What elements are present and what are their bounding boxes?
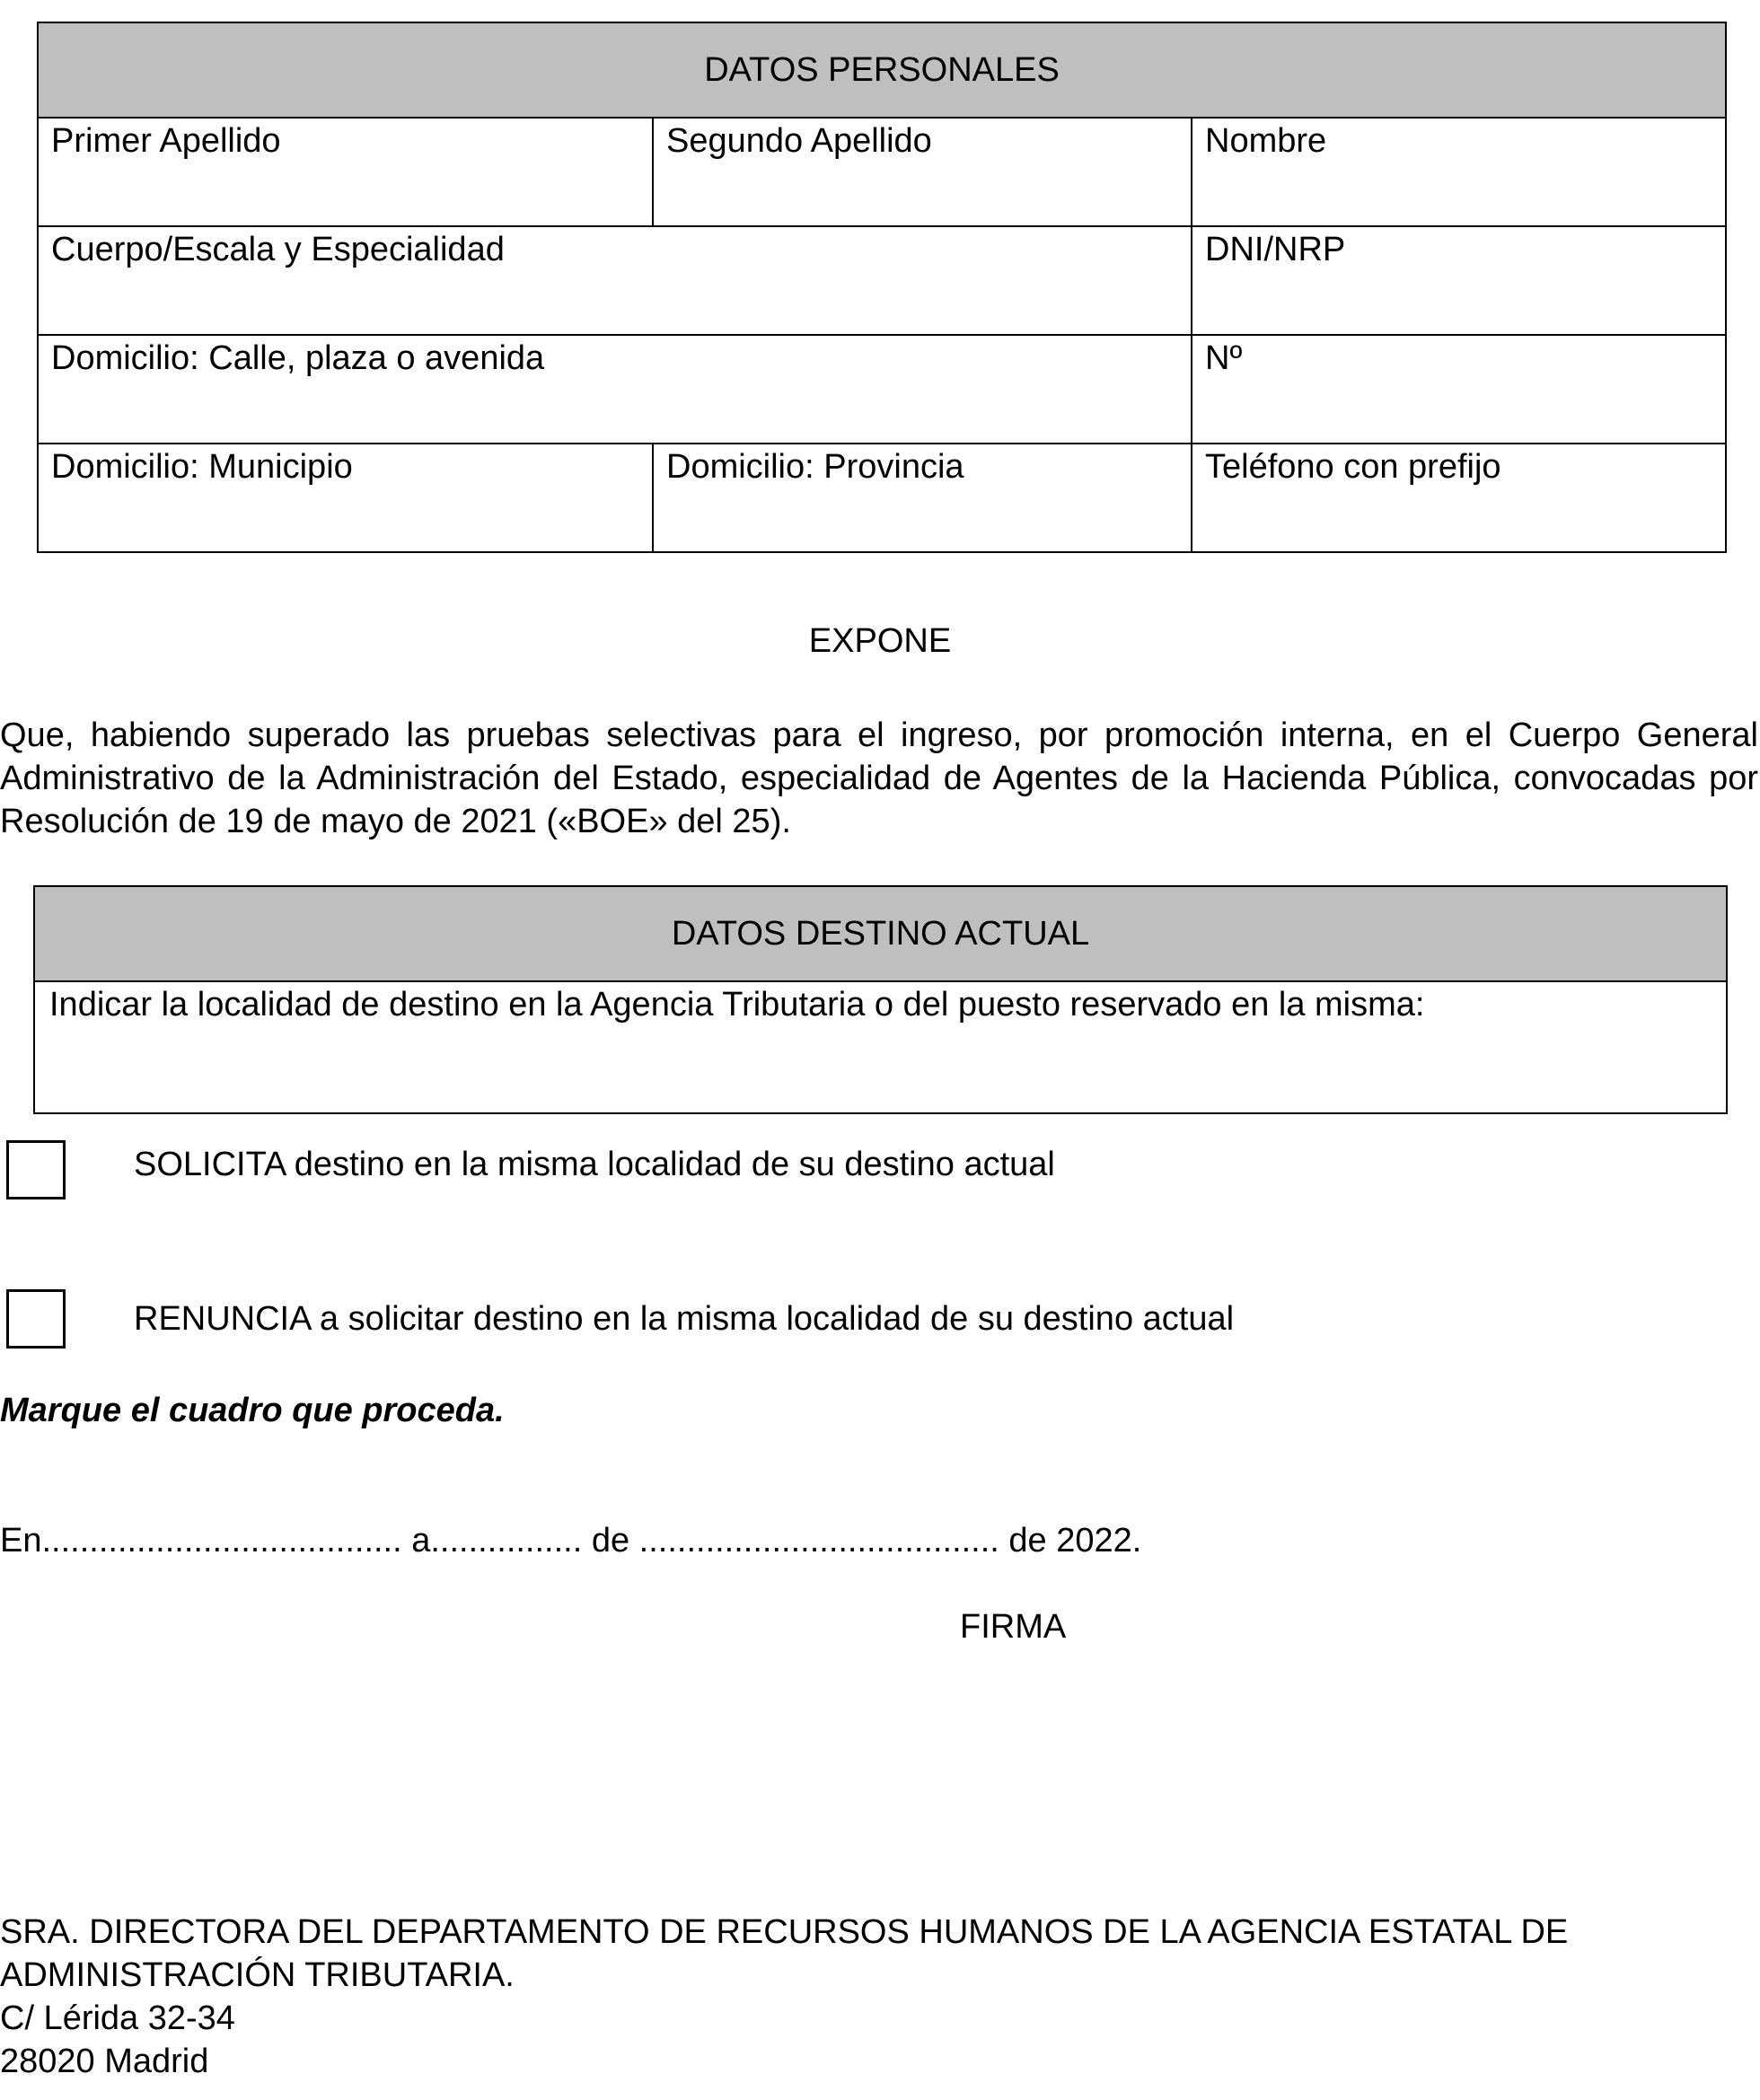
renuncia-checkbox[interactable] [6, 1289, 66, 1349]
date-place-line[interactable]: En...................................... a................ de ...................................... de 2022. [0, 1522, 1142, 1560]
address-line-2: ADMINISTRACIÓN TRIBUTARIA. [0, 1956, 515, 1994]
domicilio-calle-field[interactable]: Domicilio: Calle, plaza o avenida [38, 335, 1192, 444]
expone-paragraph: Que, habiendo superado las pruebas selectivas para el ingreso, por promoción interna, en el Cuerpo General Administrativo de la Administración del Estado, especialidad de Agentes de la Hacienda Pública, convocadas por Resolución de 19 de mayo de 2021 («BOE» del 25). [0, 716, 1758, 840]
cuerpo-escala-field[interactable]: Cuerpo/Escala y Especialidad [38, 226, 1192, 335]
address-line-4: 28020 Madrid [0, 2043, 209, 2080]
nombre-field[interactable]: Nombre [1192, 118, 1726, 226]
recipient-address [0, 1911, 1760, 2083]
provincia-field[interactable]: Domicilio: Provincia [653, 444, 1192, 552]
numero-field[interactable]: Nº [1192, 335, 1726, 444]
address-line-3: C/ Lérida 32-34 [0, 1999, 235, 2037]
personal-data-title: DATOS PERSONALES [38, 22, 1726, 118]
telefono-field[interactable]: Teléfono con prefijo [1192, 444, 1726, 552]
destino-title: DATOS DESTINO ACTUAL [34, 886, 1727, 981]
solicita-checkbox[interactable] [6, 1140, 66, 1199]
expone-heading: EXPONE [808, 622, 952, 660]
personal-data-table [37, 22, 1727, 553]
destino-table [33, 885, 1728, 1114]
instruction-note: Marque el cuadro que proceda. [0, 1392, 505, 1429]
destino-localidad-field[interactable]: Indicar la localidad de destino en la Agencia Tributaria o del puesto reservado en la misma: [34, 981, 1727, 1113]
dni-nrp-field[interactable]: DNI/NRP [1192, 226, 1726, 335]
municipio-field[interactable]: Domicilio: Municipio [38, 444, 653, 552]
renuncia-label: RENUNCIA a solicitar destino en la misma localidad de su destino actual [134, 1300, 1235, 1338]
segundo-apellido-field[interactable]: Segundo Apellido [653, 118, 1192, 226]
solicita-label: SOLICITA destino en la misma localidad de su destino actual [134, 1146, 1055, 1183]
address-line-1: SRA. DIRECTORA DEL DEPARTAMENTO DE RECURSOS HUMANOS DE LA AGENCIA ESTATAL DE [0, 1913, 1569, 1951]
signature-label: FIRMA [960, 1608, 1067, 1646]
primer-apellido-field[interactable]: Primer Apellido [38, 118, 653, 226]
